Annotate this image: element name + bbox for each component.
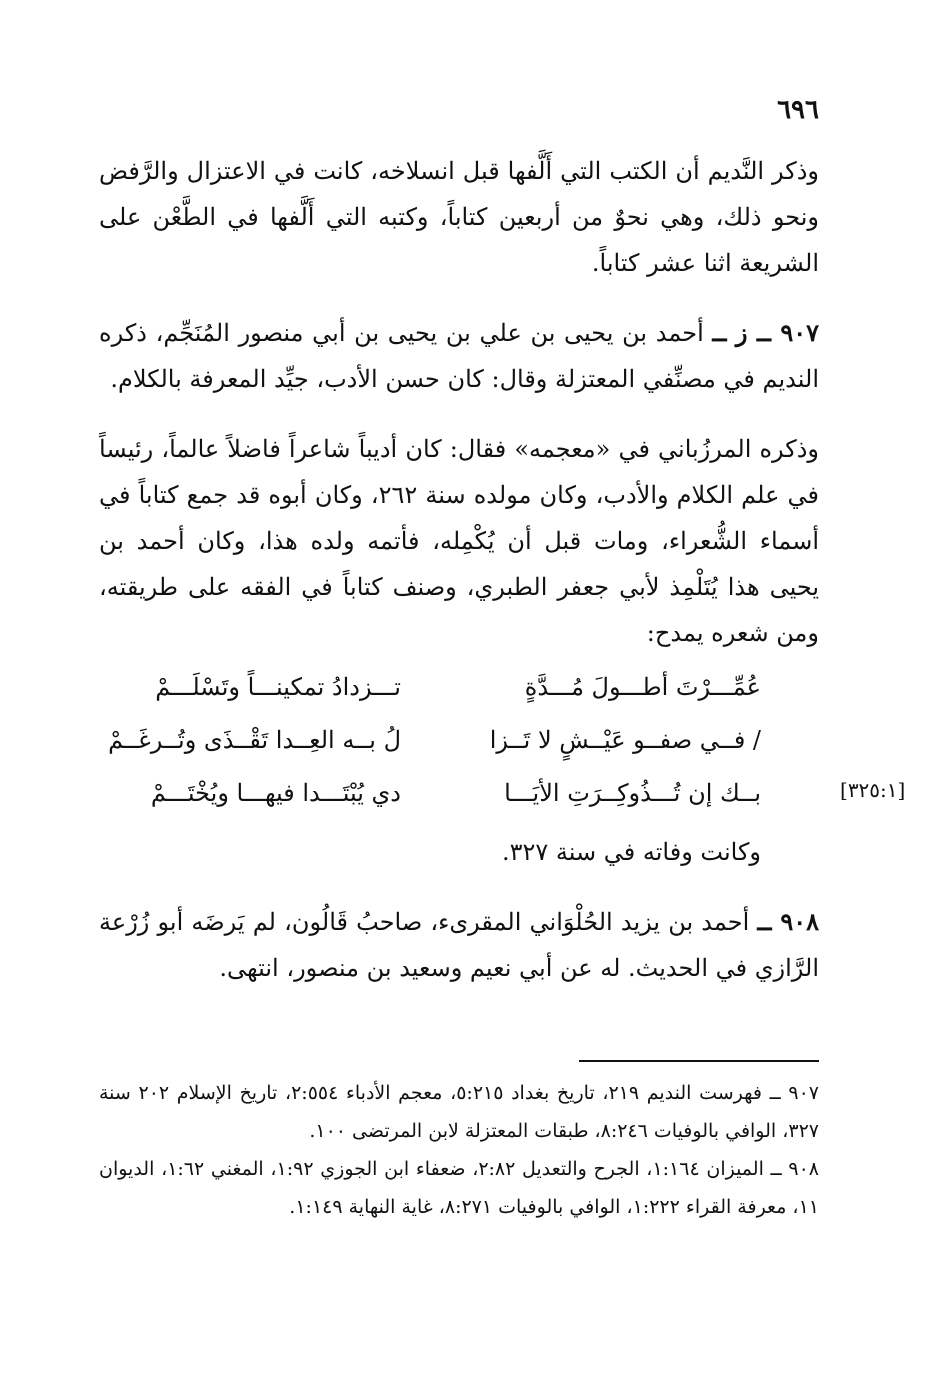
entry-908-number: ٩٠٨ ــ	[757, 907, 820, 936]
footnote-907: ٩٠٧ ــ فهرست النديم ٢١٩، تاريخ بغداد ٥:٢١٥، معجم الأدباء ٢:٥٥٤، تاريخ الإسلام ٢٠٢ سنة ٣٢٧، الوافي بالوفيات ٨:٢٤٦، طبقات المعتزلة لابن المرتضى ١٠٠.	[99, 1082, 819, 1142]
poem-verse	[99, 664, 819, 717]
paragraph-nadim-books: وذكر النَّديم أن الكتب التي أَلَّفها قبل انسلاخه، كانت في الاعتزال والرَّفض ونحو ذلك، وهي نحوٌ من أربعين كتاباً، وكتبه التي أَلَّفها في الطَّعْن على الشريعة اثنا عشر كتاباً.	[99, 157, 819, 277]
entry-907-number: ٩٠٧ ــ ز ــ	[712, 318, 819, 347]
entry-907	[99, 310, 819, 402]
footnotes	[99, 1074, 819, 1226]
verse-first-hemistich: عُمِّـــرْتَ أطـــولَ مُـــدَّةٍ	[524, 673, 761, 701]
footnote-908: ٩٠٨ ــ الميزان ١:١٦٤، الجرح والتعديل ٢:٨٢، ضعفاء ابن الجوزي ١:٩٢، المغني ١:٦٢، الديوان ١١، معرفة القراء ١:٢٢٢، الوافي بالوفيات ٨:٢٧١، غاية النهاية ١:١٤٩.	[99, 1158, 819, 1218]
poem	[99, 664, 819, 823]
verse-second-hemistich: تـــزدادُ تمكينـــاً وتَسْلَـــمْ	[155, 673, 401, 701]
footnote-divider	[579, 1060, 819, 1062]
verse-second-hemistich: لُ بــه العِــدا تَقْــذَى وتُــرغَــمْ	[108, 726, 401, 754]
entry-908-text: أحمد بن يزيد الحُلْوَاني المقرىء، صاحبُ قَالُون، لم يَرضَه أبو زُرْعة الرَّازي في الحديث. له عن أبي نعيم وسعيد بن منصور، انتهى.	[99, 908, 819, 982]
verse-first-hemistich: / فــي صفــو عَيْــشٍ لا تَــزا	[489, 726, 761, 754]
verse-second-hemistich: دي يُبْتَـــدا فيهـــا ويُخْتَـــمْ	[150, 779, 401, 807]
death-year-line: وكانت وفاته في سنة ٣٢٧.	[501, 838, 761, 866]
entry-908	[99, 899, 819, 991]
margin-reference: [٣٢٥:١]	[840, 778, 906, 802]
paragraph-marzubani: وذكره المرزُباني في «معجمه» فقال: كان أديباً شاعراً فاضلاً عالماً، رئيساً في علم الكلام والأدب، وكان مولده سنة ٢٦٢، وكان أبوه قد جمع كتاباً في أسماء الشُّعراء، ومات قبل أن يُكْمِله، فأتمه ولده هذا، وكان أحمد بن يحيى هذا يُتَلْمِذ لأبي جعفر الطبري، وصنف كتاباً في الفقه على طريقته، ومن شعره يمدح:	[99, 435, 820, 647]
page-number: ٦٩٦	[777, 95, 819, 125]
poem-verse	[99, 717, 819, 770]
poem-verse	[99, 770, 819, 823]
main-text	[99, 148, 819, 991]
verse-first-hemistich: بــك إن تُـــذُوكِــرَتِ الأيَـــا	[504, 779, 761, 807]
entry-907-text: أحمد بن يحيى بن علي بن يحيى بن أبي منصور المُنَجِّم، ذكره النديم في مصنِّفي المعتزلة وقال: كان حسن الأدب، جيِّد المعرفة بالكلام.	[99, 319, 819, 393]
